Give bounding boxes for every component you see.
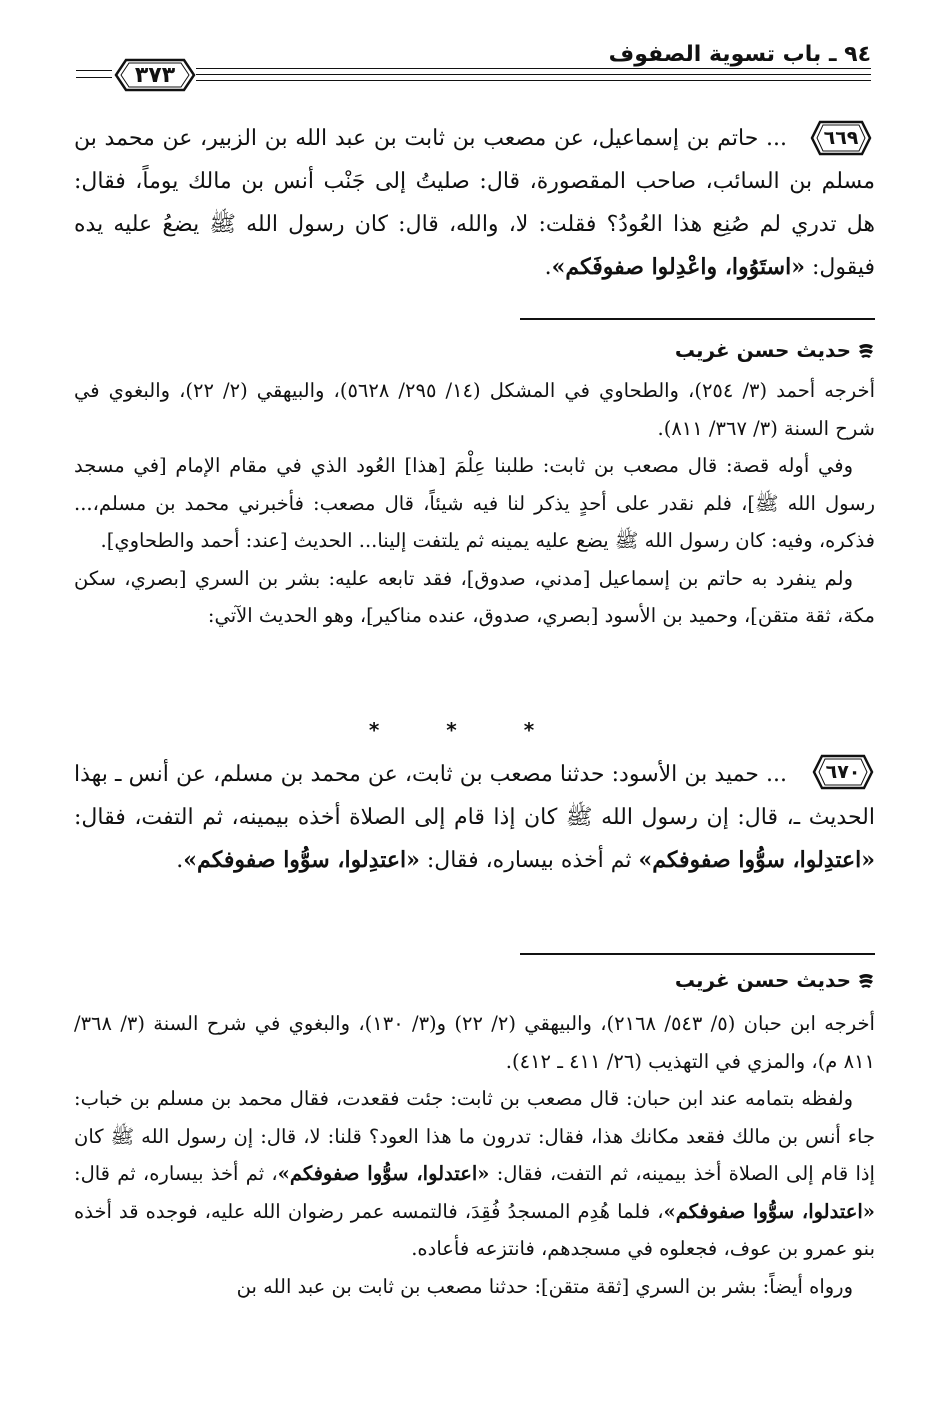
page-number-badge [114, 56, 196, 94]
prophetic-quote: «استَوُوا، واعْدِلوا صفوفَكم» [551, 254, 805, 280]
separator-stars: * * * [368, 718, 565, 742]
note-paragraph: ولم ينفرد به حاتم بن إسماعيل [مدني، صدوق]، فقد تابعه عليه: بشر بن السري [بصري، سكن مكة، ثقة متقن]، وحميد بن الأسود [بصري، صدوق، عنده مناكير]، وهو الحديث الآتي: [74, 566, 875, 627]
grade-text: حديث حسن غريب [674, 968, 851, 992]
note-text: ، فلما هُدِم المسجدُ فُقِدَ، فالتمسه عمر رضوان الله عليه، فوجده قد أخذه بنو عمرو بن عوف، فجعلوه في مسجدهم، فانتزعه فأعاده. [74, 1199, 875, 1260]
grade-text: حديث حسن غريب [674, 338, 851, 362]
hadith-body: ... حميد بن الأسود: حدثنا مصعب بن ثابت، عن محمد بن مسلم، عن أنس ـ بهذا الحديث ـ، قال: إن رسول الله ﷺ كان إذا قام إلى الصلاة أخذه بيمينه، ثم التفت، فقال: [74, 762, 875, 830]
ornament-bullet-icon [857, 973, 875, 989]
section-separator [520, 318, 875, 320]
takhrij-notes [74, 372, 875, 635]
header-rule [76, 70, 112, 71]
prophetic-quote: «اعتدِلوا، سوُّوا صفوفكم» [183, 847, 420, 873]
punctuation: . [176, 848, 184, 873]
hadith-number: ٦٧٠ [825, 761, 861, 783]
header-rule [196, 80, 871, 81]
hadith-body: ... حاتم بن إسماعيل، عن مصعب بن ثابت بن عبد الله بن الزبير، عن محمد بن مسلم بن السائب، صاحب المقصورة، قال: صليتُ إلى جَنْب أنس بن مالك يوماً، فقال: هل تدري لم صُنِع هذا العُودُ؟ فقلت: لا، والله، قال: كان رسول الله ﷺ يضعُ عليه يده فيقول: [74, 126, 875, 280]
note-text: ، ثم أخذ بيساره، ثم قال: [74, 1162, 278, 1185]
page-number: ٣٧٣ [134, 62, 176, 88]
punctuation: . [544, 255, 552, 280]
section-separator [520, 953, 875, 955]
hadith-grade [675, 968, 875, 992]
chapter-title: ٩٤ ـ باب تسوية الصفوف [608, 42, 871, 67]
note-paragraph [74, 1080, 875, 1268]
note-paragraph: أخرجه أحمد (٣/ ٢٥٤)، والطحاوي في المشكل (١٤/ ٢٩٥/ ٥٦٢٨)، والبيهقي (٢/ ٢٢)، والبغوي في شرح السنة (٣/ ٣٦٧/ ٨١١). [74, 379, 875, 440]
hadith-number: ٦٦٩ [823, 127, 859, 149]
header-rule [196, 74, 871, 75]
note-text: ولفظه بتمامه عند ابن حبان: قال مصعب بن ثابت: جئت فقعدت، فقال محمد بن مسلم بن خباب: جاء أنس بن مالك فقعد مكانك هذا، فقال: تدرون ما هذا العود؟ قلنا: لا، قال: إن رسول الله ﷺ كان إذا قام إلى الصلاة أخذ بيمينه، ثم التفت، فقال: [74, 1087, 875, 1185]
prophetic-quote: «اعتدلوا، سوُّوا صفوفكم» [277, 1162, 490, 1185]
note-paragraph: وفي أوله قصة: قال مصعب بن ثابت: طلبنا عِلْمَ [هذا] العُود الذي في مقام الإمام [في مسجد رسول الله ﷺ]، فلم نقدر على أحدٍ يذكر لنا فيه شيئاً، قال مصعب: فأخبرني محمد بن مسلم،... فذكره، وفيه: كان رسول الله ﷺ يضع عليه يمينه ثم يلتفت إلينا... الحديث [عند: أحمد والطحاوي]. [74, 454, 875, 552]
hadith-body: ثم أخذه بيساره، فقال: [419, 848, 639, 873]
header-rule [196, 68, 871, 69]
note-paragraph: ورواه أيضاً: بشر بن السري [ثقة متقن]: حدثنا مصعب بن ثابت بن عبد الله بن [236, 1274, 853, 1298]
note-paragraph: أخرجه ابن حبان (٥/ ٥٤٣/ ٢١٦٨)، والبيهقي (٢/ ٢٢) و(٣/ ١٣٠)، والبغوي في شرح السنة (٣/ ٣٦٨/ ٨١١ م)، والمزي في التهذيب (٢٦/ ٤١١ ـ ٤١٢). [74, 1012, 875, 1073]
header-rule [76, 77, 112, 78]
ornament-bullet-icon [857, 343, 875, 359]
prophetic-quote: «اعتدلوا، سوُّوا صفوفكم» [663, 1199, 875, 1223]
hadith-text [74, 117, 875, 289]
hadith-text [74, 753, 875, 882]
takhrij-notes [74, 1005, 875, 1305]
hadith-grade [675, 338, 875, 362]
prophetic-quote: «اعتدِلوا، سوُّوا صفوفكم» [638, 847, 875, 873]
